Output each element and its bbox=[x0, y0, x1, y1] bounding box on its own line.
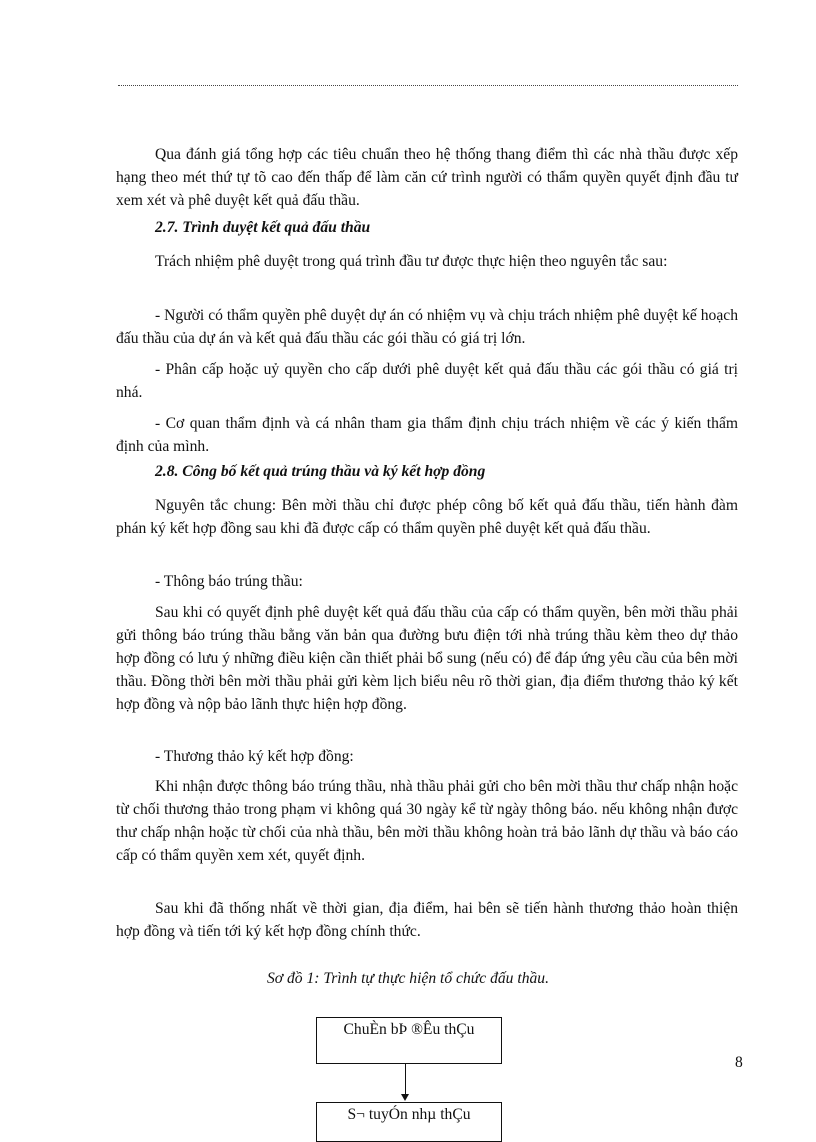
paragraph-authority-approves: - Người có thẩm quyền phê duyệt dự án có nhiệm vụ và chịu trách nhiệm phê duyệt kế hoạch đấu thầu của dự án và kết quả đấu thầu các gói thầu có giá trị lớn. bbox=[116, 307, 738, 347]
diagram-box-prequalification bbox=[316, 1102, 502, 1142]
diagram-caption: Sơ đồ 1: Trình tự thực hiện tổ chức đấu thầu. bbox=[266, 970, 550, 987]
page-number: 8 bbox=[735, 1054, 743, 1071]
paragraph-award-notice-title: - Thông báo trúng thầu: bbox=[155, 573, 303, 590]
paragraph-appraisal-agency: - Cơ quan thẩm định và cá nhân tham gia thẩm định chịu trách nhiệm về các ý kiến thẩm định của mình. bbox=[116, 415, 738, 455]
diagram-box-preparation-label: ChuÈn bÞ ®Êu thÇu bbox=[343, 1021, 475, 1038]
diagram-box-preparation bbox=[316, 1017, 502, 1064]
diagram-arrow-line bbox=[405, 1064, 406, 1096]
paragraph-award-notice: Sau khi có quyết định phê duyệt kết quả đấu thầu của cấp có thẩm quyền, bên mời thầu phải gửi thông báo trúng thầu bằng văn bản qua đường bưu điện tới nhà trúng thầu kèm theo dự thảo hợp đồng có lưu ý những điều kiện cần thiết phải bổ sung (nếu có) để đáp ứng yêu cầu của bên mời thầu. Đồng thời bên mời thầu phải gửi kèm lịch biểu nêu rõ thời gian, địa điểm thương thảo ký kết hợp đồng và nộp bảo lãnh thực hiện hợp đồng. bbox=[116, 604, 738, 713]
paragraph-evaluation: Qua đánh giá tổng hợp các tiêu chuẩn theo hệ thống thang điểm thì các nhà thầu được xếp hạng theo mét thứ tự tõ cao đến thấp để làm căn cứ trình người có thẩm quyền quyết định đầu tư xem xét và phê duyệt kết quả đấu thầu. bbox=[116, 146, 738, 209]
paragraph-approval-responsibility: Trách nhiệm phê duyệt trong quá trình đầu tư được thực hiện theo nguyên tắc sau: bbox=[155, 253, 668, 270]
diagram-box-prequalification-label: S¬ tuyÓn nhµ thÇu bbox=[347, 1106, 471, 1123]
header-rule bbox=[118, 85, 738, 86]
paragraph-general-principle: Nguyên tắc chung: Bên mời thầu chỉ được phép công bố kết quả đấu thầu, tiến hành đàm phán ký kết hợp đồng sau khi đã được cấp có thẩm quyền phê duyệt kết quả đấu thầu. bbox=[116, 497, 738, 537]
paragraph-delegation: - Phân cấp hoặc uỷ quyền cho cấp dưới phê duyệt kết quả đấu thầu các gói thầu có giá trị nhá. bbox=[116, 361, 738, 401]
heading-2-8: 2.8. Công bố kết quả trúng thầu và ký kết hợp đồng bbox=[155, 463, 486, 480]
paragraph-negotiation-title: - Thương thảo ký kết hợp đồng: bbox=[155, 748, 354, 765]
heading-2-7: 2.7. Trình duyệt kết quả đấu thầu bbox=[155, 219, 371, 236]
paragraph-negotiation: Khi nhận được thông báo trúng thầu, nhà thầu phải gửi cho bên mời thầu thư chấp nhận hoặc từ chối thương thảo trong phạm vi không quá 30 ngày kể từ ngày thông báo. nếu không nhận được thư chấp nhận hoặc từ chối của nhà thầu, bên mời thầu không hoàn trả bảo lãnh dự thầu và báo cáo cấp có thẩm quyền xem xét, quyết định. bbox=[116, 778, 738, 864]
paragraph-finalize-contract: Sau khi đã thống nhất về thời gian, địa điểm, hai bên sẽ tiến hành thương thảo hoàn thiện hợp đồng và tiến tới ký kết hợp đồng chính thức. bbox=[116, 900, 738, 940]
diagram-arrow-head bbox=[401, 1094, 409, 1101]
